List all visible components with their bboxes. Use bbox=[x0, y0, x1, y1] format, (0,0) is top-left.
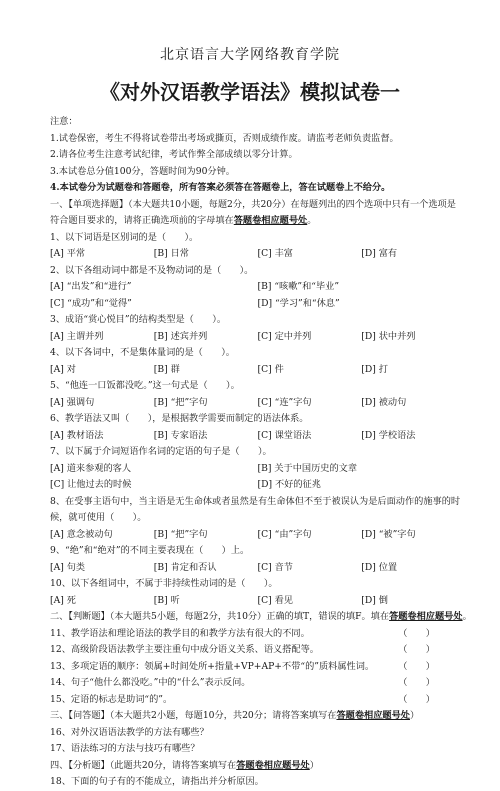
q7-option-b: [B] 关于中国历史的文章 bbox=[257, 462, 358, 474]
section3-intro-text: 三、【问答题】（本大题共2小题，每题10分，共20分；请将答案填写在 bbox=[50, 710, 337, 721]
q2-option-c: [C] “成功”和“觉得” bbox=[50, 297, 132, 309]
question-17: 17、语法练习的方法与技巧有哪些？ bbox=[50, 743, 200, 754]
q6-option-b: [B] 专家语法 bbox=[153, 429, 208, 441]
q8-option-c: [C] “由”字句 bbox=[257, 528, 312, 540]
q6-option-d: [D] 学校语法 bbox=[361, 429, 416, 441]
q10-options bbox=[50, 593, 465, 610]
note-1: 1.试卷保密，考生不得将试卷带出考场或撕页，否则成绩作废。请监考老师负责监督。 bbox=[50, 132, 399, 144]
q6-option-a: [A] 教材语法 bbox=[50, 429, 104, 441]
q1-option-d: [D] 富有 bbox=[361, 248, 398, 259]
question-8-line2: 候，就可使用（ ）。 bbox=[50, 512, 147, 523]
q3-option-b: [B] 述宾并列 bbox=[153, 330, 208, 342]
answer-location: 答题卷相应题号处 bbox=[336, 710, 410, 721]
answer-blank: （ ） bbox=[398, 627, 435, 639]
q2-options-row2 bbox=[50, 296, 465, 313]
school-name: 北京语言大学网络教育学院 bbox=[160, 47, 340, 63]
section1-intro-line2 bbox=[50, 213, 465, 230]
q6-option-c: [C] 课堂语法 bbox=[257, 429, 312, 441]
q5-option-d: [D] 被动句 bbox=[361, 396, 407, 408]
exam-title: 《对外汉语教学语法》模拟试卷一 bbox=[100, 80, 400, 104]
q8-option-a: [A] 意念被动句 bbox=[50, 528, 113, 540]
q1-options bbox=[50, 246, 465, 263]
q5-option-c: [C] “连”字句 bbox=[257, 396, 312, 408]
q10-option-b: [B] 听 bbox=[153, 594, 180, 606]
question-13 bbox=[50, 659, 465, 676]
question-5: 5、“他连一口饭都没吃。”这一句式是（ ）。 bbox=[50, 380, 240, 391]
section4-intro bbox=[50, 758, 465, 775]
q1-option-b: [B] 日常 bbox=[153, 248, 189, 259]
q12-text: 12、高级阶段语法教学主要注重句中成分语义关系、语义搭配等。 bbox=[50, 644, 319, 655]
q8-options bbox=[50, 527, 465, 544]
question-4: 4、以下各词中，不是集体量词的是（ ）。 bbox=[50, 347, 235, 358]
q1-option-c: [C] 丰富 bbox=[257, 248, 293, 259]
answer-blank: （ ） bbox=[398, 677, 435, 688]
q2-option-d: [D] “学习”和“休息” bbox=[257, 297, 340, 309]
note-2: 2.请各位考生注意考试纪律，考试作弊全部成绩以零分计算。 bbox=[50, 149, 298, 160]
question-14 bbox=[50, 675, 465, 692]
q9-option-b: [B] 肯定和否认 bbox=[153, 561, 217, 573]
q10-option-a: [A] 死 bbox=[50, 594, 76, 606]
question-7: 7、以下属于介词短语作名词的定语的句子是（ ）。 bbox=[50, 446, 272, 457]
q9-option-a: [A] 句类 bbox=[50, 561, 86, 573]
section2-intro-text: 二、【判断题】（本大题共5小题，每题2分，共10分）正确的填T，错误的填F。填在 bbox=[50, 611, 390, 622]
q7-option-a: [A] 道来参观的客人 bbox=[50, 462, 132, 474]
answer-location: 答题卷相应题号处 bbox=[236, 759, 310, 771]
section3-intro-end: ） bbox=[409, 710, 420, 721]
q10-option-d: [D] 倒 bbox=[361, 594, 388, 606]
note-3: 3.本试卷总分值100分，答题时间为90分钟。 bbox=[50, 165, 235, 177]
q4-option-a: [A] 对 bbox=[50, 363, 76, 375]
q2-option-a: [A] “出发”和“进行” bbox=[50, 281, 132, 292]
q9-options bbox=[50, 560, 465, 577]
q11-text: 11、教学语法和理论语法的教学目的和教学方法有很大的不同。 bbox=[50, 627, 310, 639]
question-9: 9、“绝”和“绝对”的不同主要表现在（ ）上。 bbox=[50, 545, 250, 556]
q8-option-d: [D] “被”字句 bbox=[361, 528, 416, 540]
q3-option-a: [A] 主谓并列 bbox=[50, 330, 104, 342]
question-3: 3、成语“赏心悦目”的结构类型是（ ）。 bbox=[50, 314, 227, 325]
q7-options-row1 bbox=[50, 461, 465, 478]
q13-text: 13、多项定语的顺序：领属+时间处所+指量+VP+AP+不带“的”质料属性词。 bbox=[50, 660, 375, 672]
q7-option-c: [C] 让他过去的时候 bbox=[50, 479, 132, 490]
q1-option-a: [A] 平常 bbox=[50, 248, 86, 259]
answer-blank: （ ） bbox=[398, 693, 435, 705]
q10-option-c: [C] 看见 bbox=[257, 594, 293, 606]
question-2: 2、以下各组动词中都是不及物动词的是（ ）。 bbox=[50, 264, 254, 276]
question-10: 10、以下各组词中，不属于非持续性动词的是（ ）。 bbox=[50, 578, 278, 589]
q2-option-b: [B] “咳嗽”和“毕业” bbox=[257, 281, 340, 292]
section4-intro-text: 四、【分析题】（此题共20分，请将答案填写在 bbox=[50, 759, 237, 771]
question-6: 6、教学语法又叫（ ），是根据教学需要而制定的语法体系。 bbox=[50, 413, 309, 424]
q3-options bbox=[50, 329, 465, 346]
q4-option-d: [D] 打 bbox=[361, 363, 388, 375]
question-18: 18、下面的句子有的不能成立，请指出并分析原因。 bbox=[50, 776, 264, 787]
answer-blank: （ ） bbox=[398, 660, 435, 672]
section3-intro bbox=[50, 708, 465, 725]
q3-option-d: [D] 状中并列 bbox=[361, 330, 416, 342]
q9-option-d: [D] 位置 bbox=[361, 561, 398, 573]
q4-options bbox=[50, 362, 465, 379]
q7-options-row2 bbox=[50, 477, 465, 494]
section1-intro-text: 符合题目要求的，请将正确选项前的字母填在 bbox=[50, 215, 234, 226]
q4-option-b: [B] 群 bbox=[153, 363, 180, 375]
note-4: 4.本试卷分为试题卷和答题卷，所有答案必须答在答题卷上，答在试题卷上不给分。 bbox=[50, 182, 391, 193]
section4-intro-end: ） bbox=[309, 759, 319, 771]
q4-option-c: [C] 件 bbox=[257, 363, 284, 375]
answer-blank: （ ） bbox=[398, 644, 435, 655]
question-1: 1、以下词语是区别词的是（ ）。 bbox=[50, 231, 199, 243]
question-11 bbox=[50, 626, 465, 643]
q6-options bbox=[50, 428, 465, 445]
section2-intro-end: 。 bbox=[462, 611, 472, 622]
q8-option-b: [B] “把”字句 bbox=[153, 528, 208, 540]
section1-intro-line1: 一、【单项选择题】（本大题共10小题，每题2分，共20分）在每题列出的四个选项中只有一个选项是 bbox=[50, 198, 456, 210]
q14-text: 14、句子“他什么都没吃。”中的“什么”表示反问。 bbox=[50, 677, 251, 688]
question-8-line1: 8、在受事主语句中，当主语是无生命体或者虽然是有生命体但不至于被误认为是后面动作的施事的时 bbox=[50, 495, 461, 507]
q9-option-c: [C] 音节 bbox=[257, 561, 293, 573]
question-15 bbox=[50, 692, 465, 709]
answer-location: 答题卷相应题号处 bbox=[233, 215, 308, 226]
section2-intro bbox=[50, 609, 472, 626]
q15-text: 15、定语的标志是助词“的”。 bbox=[50, 693, 173, 705]
q7-option-d: [D] 不好的征兆 bbox=[257, 479, 321, 490]
q5-option-b: [B] “把”字句 bbox=[153, 396, 208, 408]
question-12 bbox=[50, 642, 465, 659]
q5-option-a: [A] 强调句 bbox=[50, 396, 95, 408]
exam-content bbox=[50, 114, 472, 791]
section1-intro-end: 。 bbox=[307, 215, 317, 226]
q5-options bbox=[50, 395, 465, 412]
question-16: 16、对外汉语语法教学的方法有哪些？ bbox=[50, 726, 209, 738]
q2-options-row1 bbox=[50, 279, 465, 296]
notes-heading: 注意： bbox=[50, 116, 78, 127]
q3-option-c: [C] 定中并列 bbox=[257, 330, 312, 342]
answer-location: 答题卷相应题号处 bbox=[389, 611, 463, 622]
